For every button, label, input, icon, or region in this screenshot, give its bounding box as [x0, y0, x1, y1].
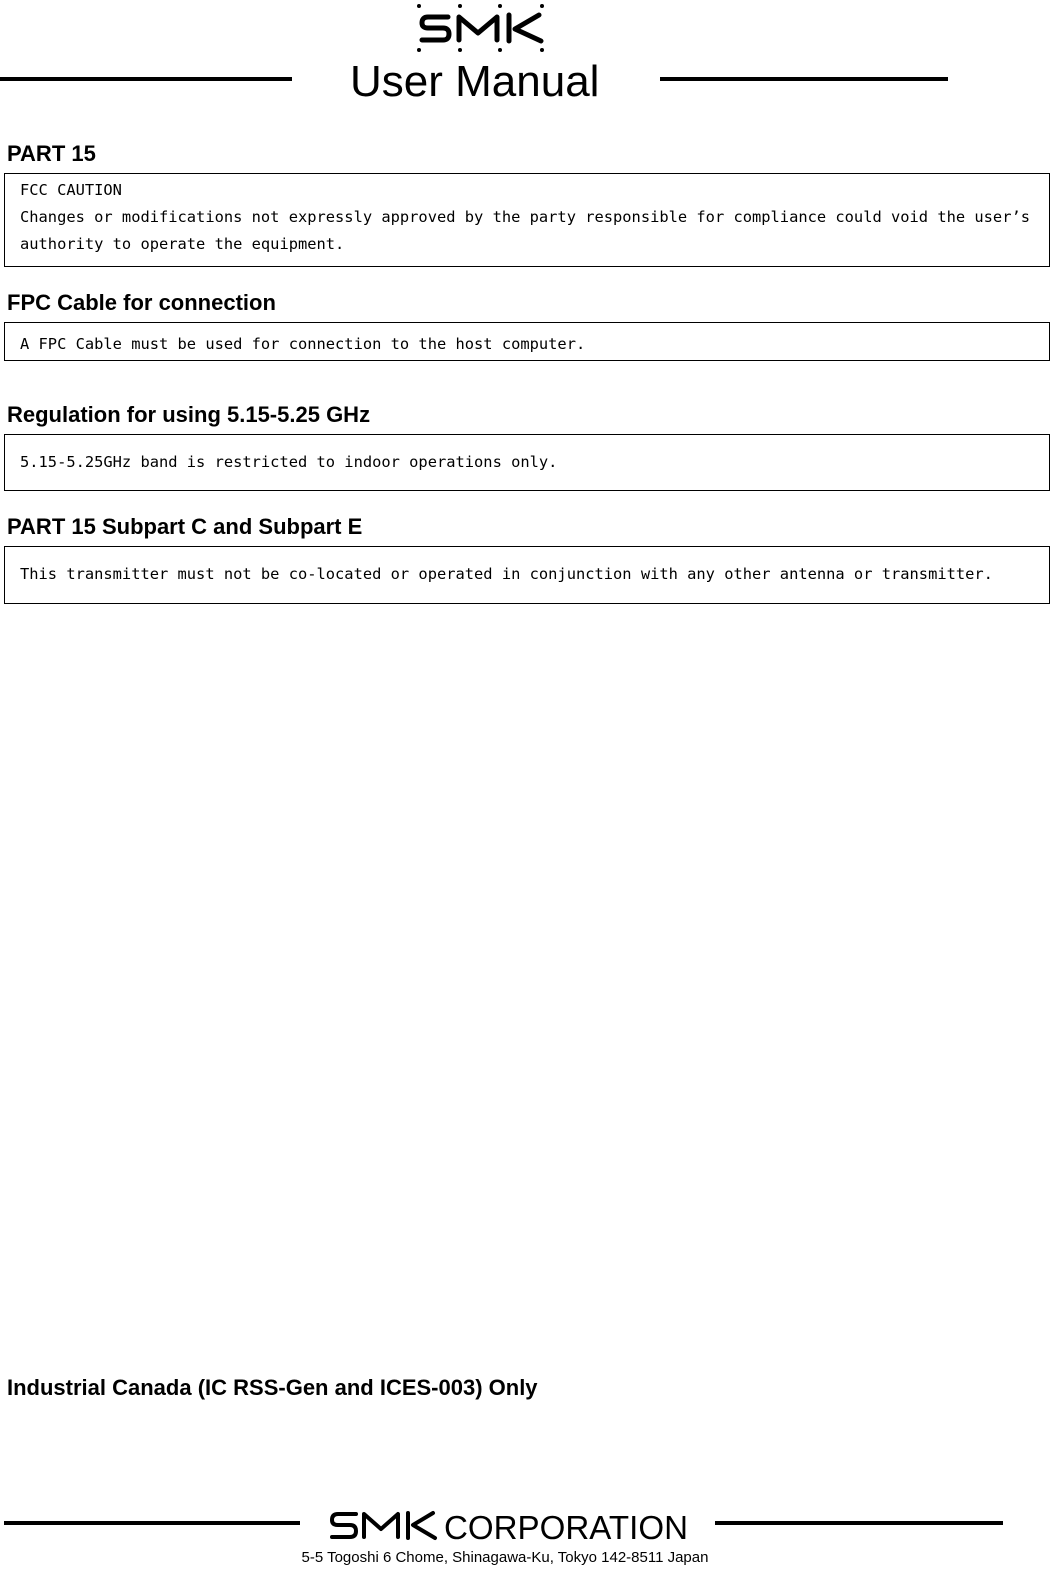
section-heading-regulation: Regulation for using 5.15-5.25 GHz	[7, 402, 371, 427]
box-line: A FPC Cable must be used for connection to the host computer.	[20, 335, 586, 353]
document-title: User Manual	[350, 57, 600, 106]
footer-rule-right	[715, 1521, 1003, 1525]
corporation-word: CORPORATION	[444, 1509, 688, 1542]
footer-rule-left	[4, 1521, 300, 1525]
box-line: This transmitter must not be co-located or operated in conjunction with any other antenna or transmitter.	[20, 565, 993, 583]
box-line: FCC CAUTION	[20, 181, 122, 199]
box-line: Changes or modifications not expressly approved by the party responsible for compliance could void the user’s	[20, 208, 1030, 226]
fpc-cable-box	[4, 322, 1050, 361]
section-heading-subpart-c-e: PART 15 Subpart C and Subpart E	[7, 514, 363, 539]
section-heading-industrial-canada: Industrial Canada (IC RSS-Gen and ICES-003) Only	[7, 1375, 538, 1400]
box-line: authority to operate the equipment.	[20, 235, 345, 253]
company-address: 5-5 Togoshi 6 Chome, Shinagawa-Ku, Tokyo 142-8511 Japan	[301, 1549, 709, 1566]
subpart-box	[4, 546, 1050, 604]
header-rule-right	[660, 77, 948, 81]
section-heading-fpc-cable: FPC Cable for connection	[7, 290, 276, 315]
section-heading-part-15: PART 15	[7, 141, 96, 166]
fcc-caution-box	[4, 173, 1050, 267]
smk-corporation-logo	[328, 1508, 690, 1542]
smk-logo	[412, 0, 550, 58]
box-line: 5.15-5.25GHz band is restricted to indoor operations only.	[20, 453, 558, 471]
header-rule-left	[0, 77, 292, 81]
regulation-box	[4, 434, 1050, 491]
